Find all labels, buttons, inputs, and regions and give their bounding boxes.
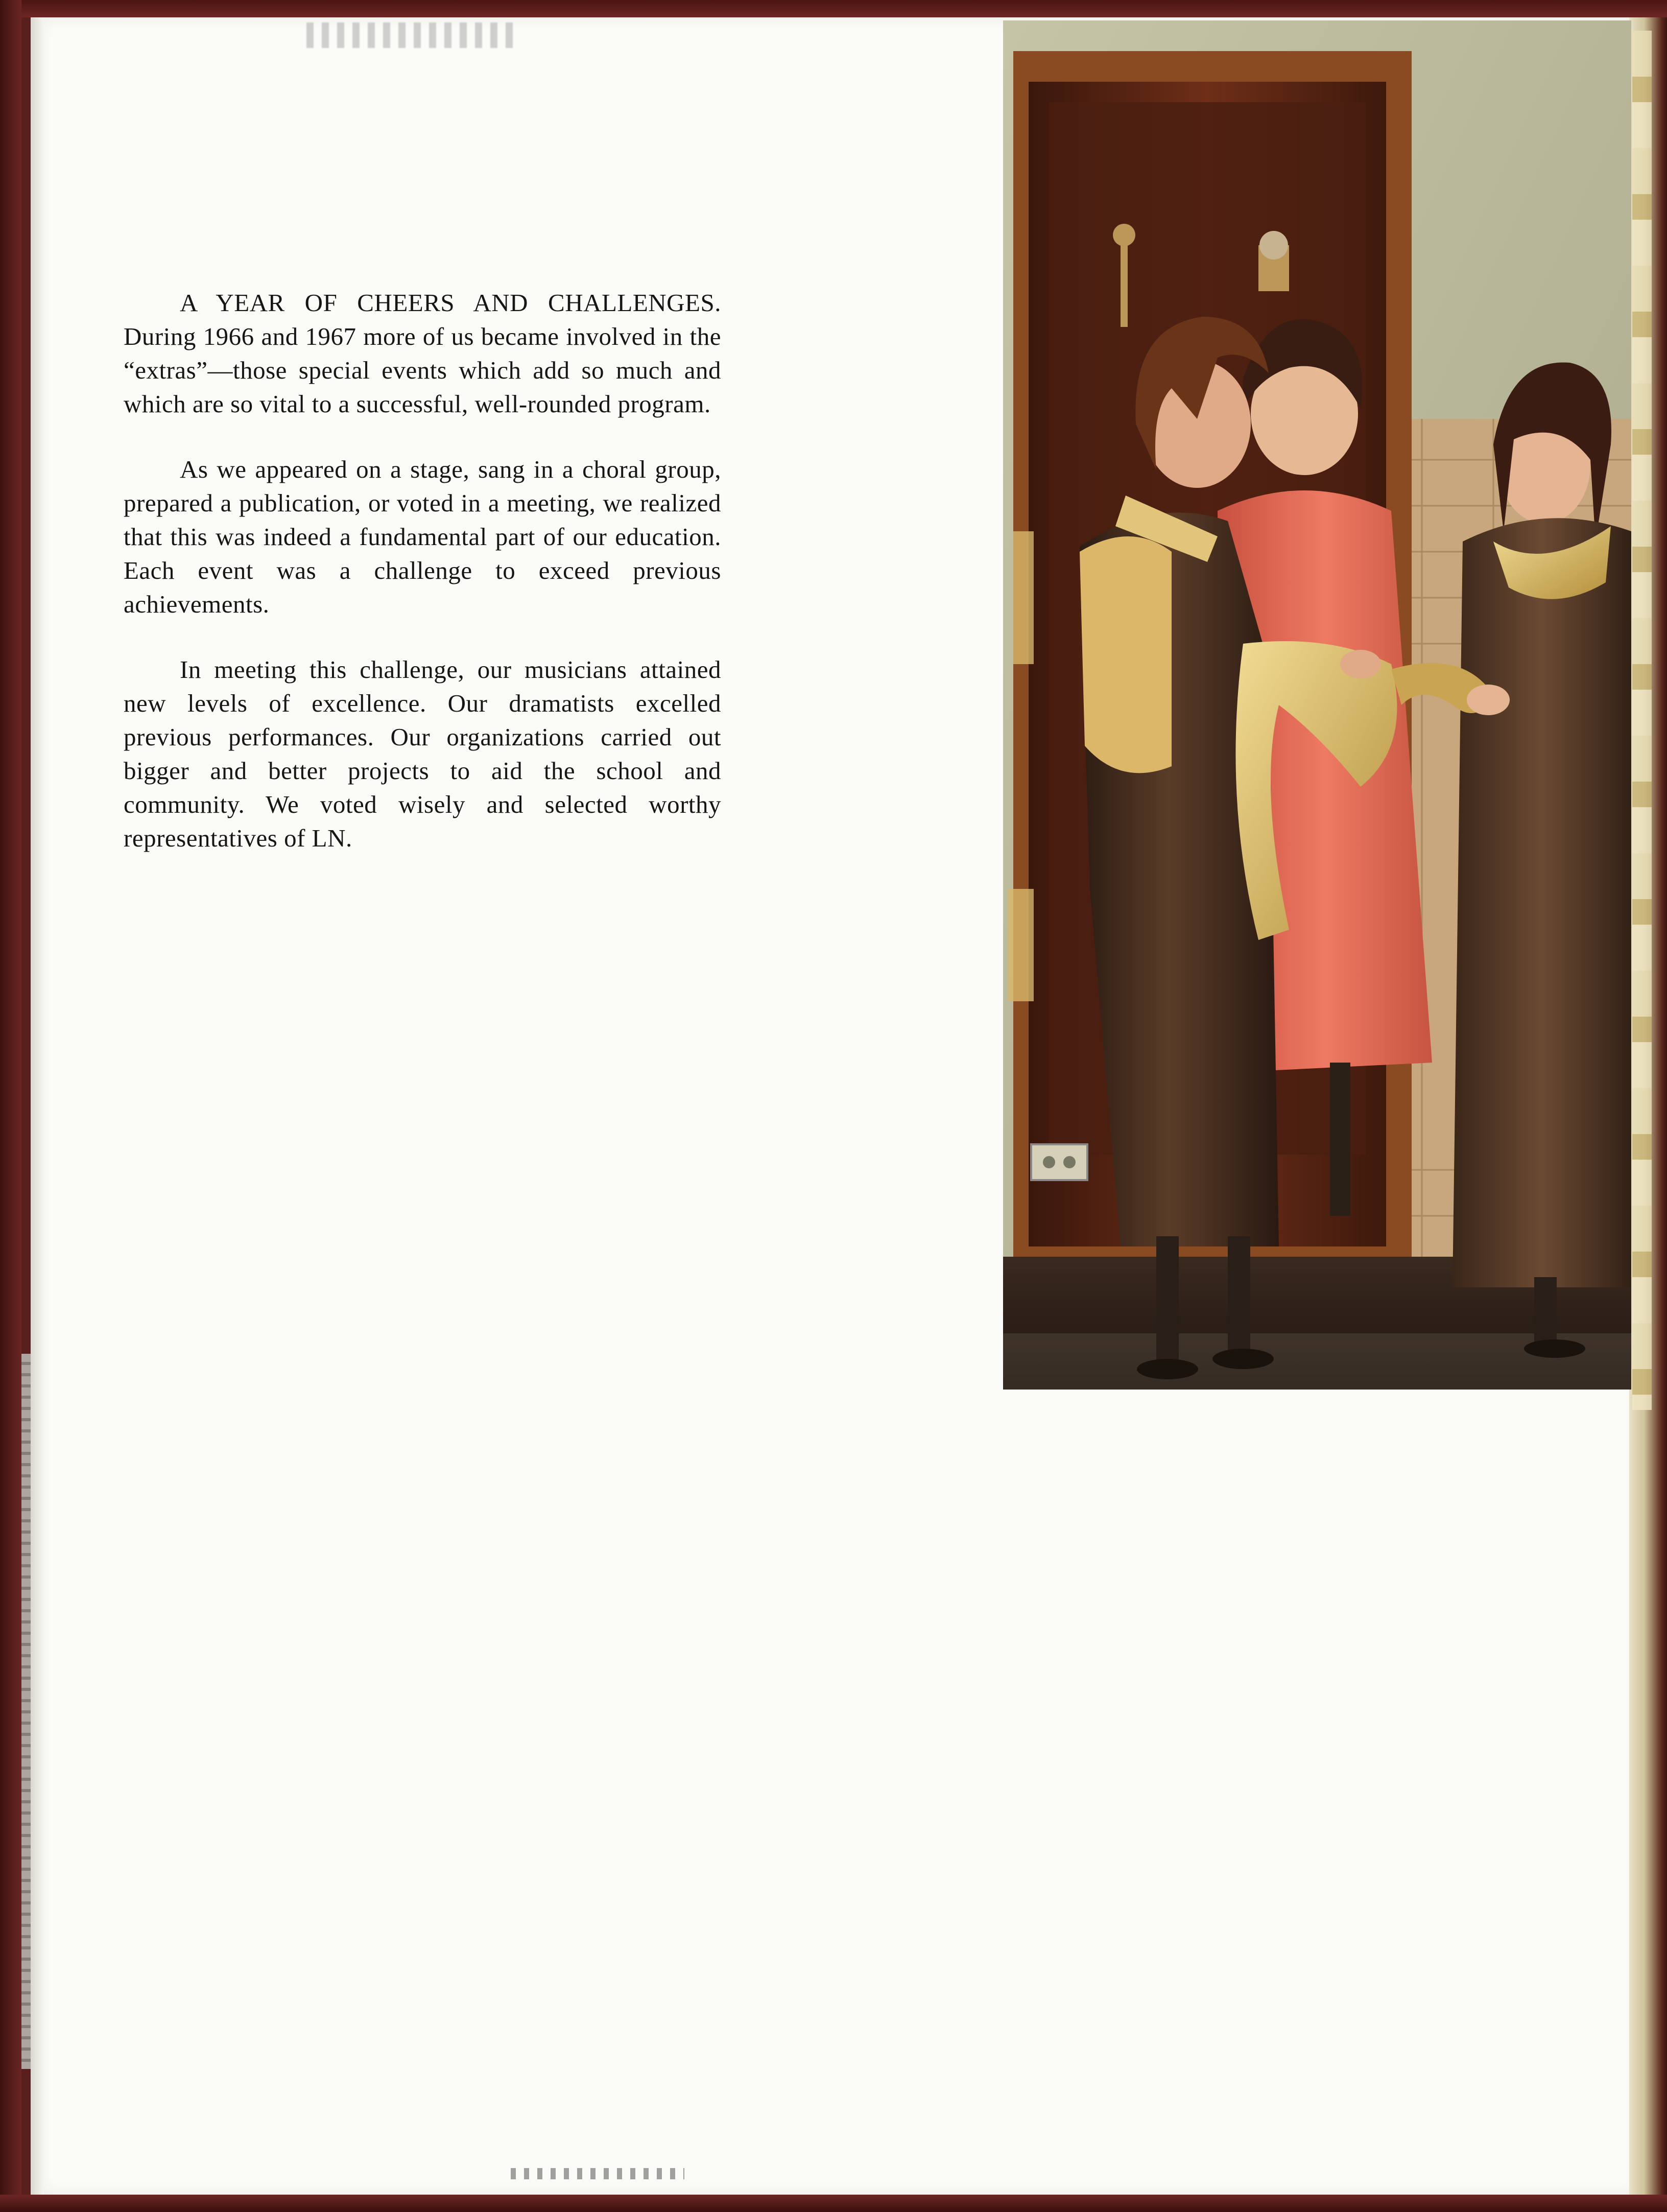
paragraph-2: As we appeared on a stage, sang in a choral group, prepared a publication, or voted in a meeting, we realized that this was indeed a fundamental part of our education. Each event was a challenge to exceed previous achievements.	[124, 455, 721, 618]
choir-gown-photo	[1003, 20, 1631, 1390]
paragraph-1	[124, 286, 721, 421]
headline: A YEAR OF CHEERS AND CHALLENGES.	[180, 289, 721, 317]
intro-text-block	[124, 286, 721, 887]
cover-edge-bottom	[0, 2195, 1667, 2212]
cover-edge-top	[0, 0, 1667, 17]
cover-edge-left	[0, 0, 21, 2212]
next-page-gold-edge	[1632, 31, 1652, 1410]
print-speckles-top	[306, 22, 521, 48]
page-gutter	[31, 17, 44, 2195]
print-speckles-bottom	[511, 2168, 684, 2179]
paragraph-3: In meeting this challenge, our musicians attained new levels of excellence. Our dramatists excelled previous performances. Our organizations carried out bigger and better projects to aid the school and community. We voted wisely and selected worthy representatives of LN.	[124, 655, 721, 852]
paragraph-1-body: During 1966 and 1967 more of us became involved in the “extras”—those special events which add so much and which are so vital to a successful, well-rounded program.	[124, 322, 721, 418]
photo-illustration	[1003, 20, 1631, 1390]
